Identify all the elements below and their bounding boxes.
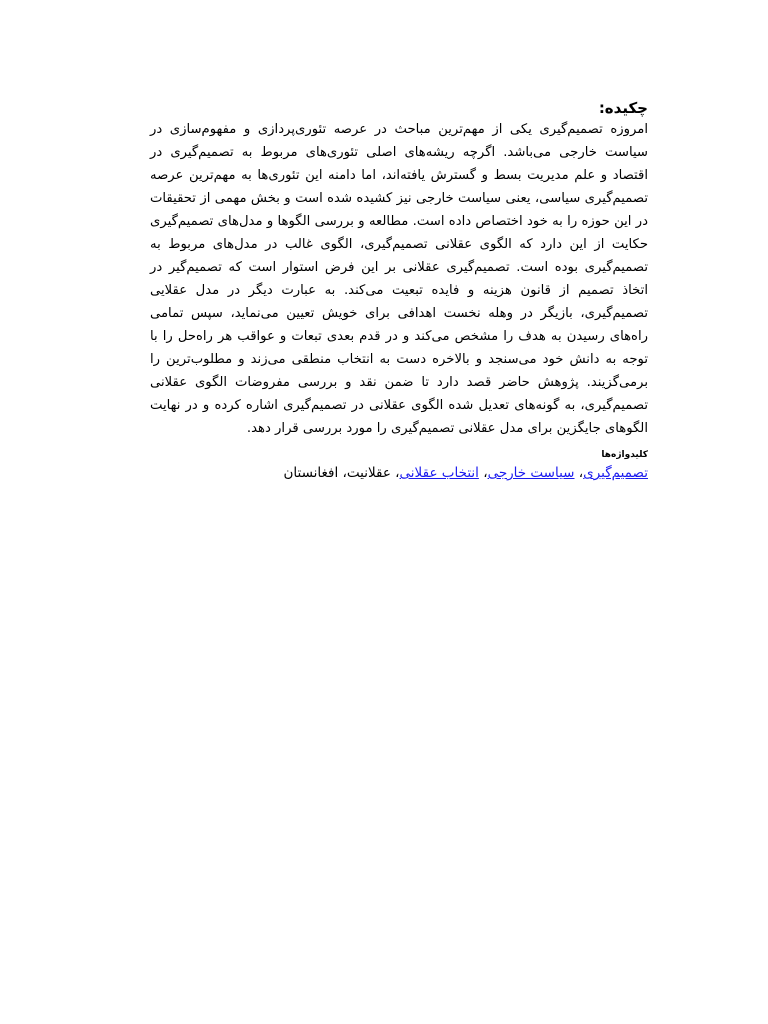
keyword-rationality: عقلانیت bbox=[346, 465, 391, 481]
keyword-afghanistan: افغانستان bbox=[283, 465, 339, 481]
keyword-link-foreign-policy[interactable]: سیاست خارجی bbox=[487, 465, 575, 481]
keywords-heading: کلیدواژه‌ها bbox=[601, 450, 648, 460]
keyword-separator: ، bbox=[338, 465, 347, 481]
keyword-separator: ، bbox=[478, 465, 488, 481]
abstract-text: امروزه تصمیم‌گیری یکی از مهم‌ترین مباحث در عرصه تئوری‌پردازی و مفهوم‌سازی در سیاست خارجی می‌باشد. اگرچه ریشه‌های اصلی تئوری‌های مربوط به تصمیم‌گیری در اقتصاد و علم مدیریت بسط و گسترش یافته‌اند، اما دامنه این تئوری‌ها به مهم‌ترین عرصه تصمیم‌گیری سیاسی، یعنی سیاست خارجی نیز کشیده شده است و بخش مهمی از تحقیقات در این حوزه را به خود اختصاص داده است. مطالعه و بررسی الگوها و مدل‌های تصمیم‌گیری حکایت از این دارد که الگوی عقلانی تصمیم‌گیری، الگوی غالب در مدل‌های مربوط به تصمیم‌گیری بوده است. تصمیم‌گیری عقلانی بر این فرض استوار است که تصمیم‌گیر در اتخاذ تصمیم از قانون هزینه و فایده تبعیت می‌کند. به عبارت دیگر در مدل عقلایی تصمیم‌گیری، بازیگر در وهله نخست اهدافی برای خویش تعیین می‌نماید، سپس تمامی راه‌های رسیدن به هدف را مشخص می‌کند و در قدم بعدی تبعات و عواقب هر راه‌حل را با توجه به دانش خود می‌سنجد و بالاخره دست به انتخاب منطقی می‌زند و مطلوب‌ترین را برمی‌گزیند. پژوهش حاضر قصد دارد تا ضمن نقد و بررسی مفروضات الگوی عقلانی تصمیم‌گیری، به گونه‌های تعدیل شده الگوی عقلانی در تصمیم‌گیری اشاره کرده و در نهایت الگوهای جایگزین برای مدل عقلانی تصمیم‌گیری را مورد بررسی قرار دهد. bbox=[150, 122, 648, 436]
keyword-link-rational-choice[interactable]: انتخاب عقلانی bbox=[399, 465, 479, 481]
abstract-heading: چکیده: bbox=[598, 99, 648, 117]
keywords-list bbox=[150, 462, 648, 484]
document-page bbox=[150, 98, 648, 484]
keyword-separator: ، bbox=[390, 465, 400, 481]
keyword-separator: ، bbox=[574, 465, 584, 481]
keyword-link-decision-making[interactable]: تصمیم‌گیری bbox=[583, 465, 648, 481]
